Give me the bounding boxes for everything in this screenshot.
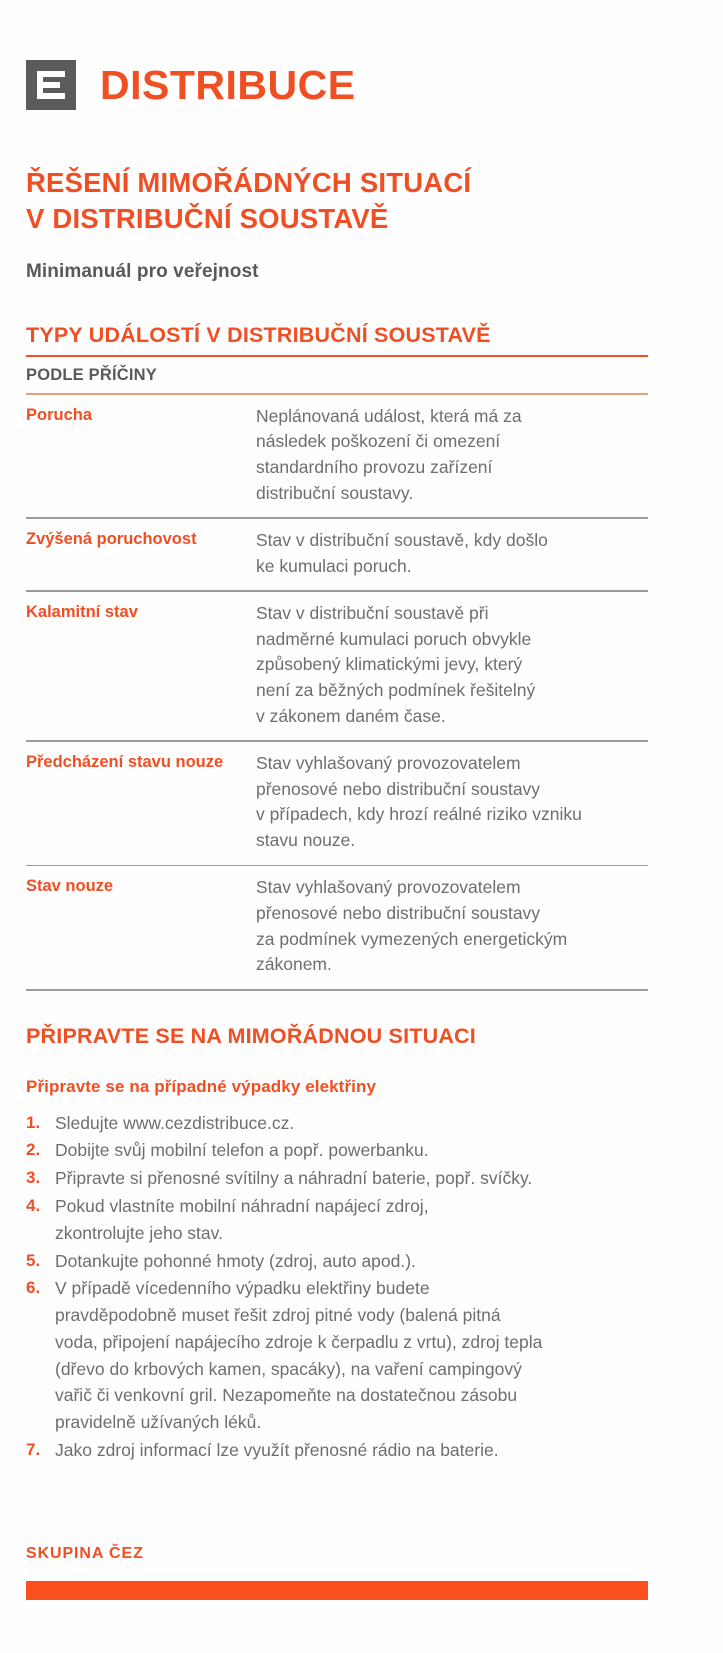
definition-line: Stav v distribuční soustavě při [256, 602, 489, 623]
prepare-steps-list [26, 1110, 648, 1464]
definition-line: ke kumulaci poruch. [256, 555, 412, 576]
page-subtitle: Minimanuál pro veřejnost [26, 261, 259, 283]
step-number: 5. [26, 1250, 41, 1270]
prepare-subheading: Připravte se na případné výpadky elektřiny [26, 1076, 377, 1096]
term-porucha: Porucha [26, 405, 93, 424]
term-line: poruchovost [96, 529, 197, 548]
step-text [55, 1437, 648, 1464]
term-line: Zvýšená [26, 529, 93, 548]
definition-line: stavu nouze. [256, 830, 356, 851]
definition-line: nadměrné kumulaci poruch obvykle [256, 628, 532, 649]
page-title [26, 165, 648, 237]
event-types-table [26, 395, 648, 991]
list-item [26, 1110, 648, 1137]
definition-line: v zákonem daném čase. [256, 705, 446, 726]
footer-accent-bar [26, 1581, 648, 1600]
step-text [55, 1137, 648, 1164]
page-title-line-1: ŘEŠENÍ MIMOŘÁDNÝCH SITUACÍ [26, 167, 472, 198]
step-text [55, 1275, 648, 1436]
events-table-subhead: PODLE PŘÍČINY [26, 366, 157, 385]
document-body [26, 0, 648, 1465]
definition-line: Stav vyhlašovaný provozovatelem [256, 752, 521, 773]
step-number: 2. [26, 1140, 41, 1160]
definition-line: přenosové nebo distribuční soustavy [256, 778, 541, 799]
definition-line: standardního provozu zařízení [256, 456, 493, 477]
definition-zvysena-poruchovost [256, 528, 648, 579]
term-line: stavu nouze [127, 752, 224, 771]
step-number: 4. [26, 1195, 41, 1215]
step-number: 1. [26, 1112, 41, 1132]
brand-wordmark: DISTRIBUCE [100, 61, 356, 108]
events-section-heading: TYPY UDÁLOSTÍ V DISTRIBUČNÍ SOUSTAVĚ [26, 323, 491, 348]
step-line: voda, připojení napájecího zdroje k čerpadlu z vrtu), zdroj tepla [55, 1331, 543, 1352]
definition-line: Neplánovaná událost, která má za [256, 405, 522, 426]
definition-stav-nouze [256, 875, 648, 978]
definition-line: zákonem. [256, 954, 332, 975]
definition-line: distribuční soustavy. [256, 482, 414, 503]
table-row [26, 592, 648, 741]
list-item [26, 1275, 648, 1436]
definition-kalamitni-stav [256, 601, 648, 730]
list-item [26, 1193, 648, 1247]
term-line: Předcházení [26, 752, 124, 771]
step-line: Sledujte www.cezdistribuce.cz. [55, 1112, 295, 1133]
term-kalamitni-stav: Kalamitní stav [26, 602, 138, 621]
step-number: 6. [26, 1278, 41, 1298]
prepare-section-heading: PŘIPRAVTE SE NA MIMOŘÁDNOU SITUACI [26, 1023, 476, 1048]
definition-line: není za běžných podmínek řešitelný [256, 680, 536, 700]
step-text [55, 1193, 648, 1247]
definition-predchazeni-stavu-nouze [256, 751, 648, 854]
step-line: Připravte si přenosné svítilny a náhradní baterie, popř. svíčky. [55, 1168, 533, 1189]
cez-logo-icon [26, 60, 76, 110]
definition-line: Stav vyhlašovaný provozovatelem [256, 877, 521, 898]
list-item [26, 1437, 648, 1464]
step-line: Pokud vlastníte mobilní náhradní napájecí zdroj, [55, 1195, 429, 1216]
definition-porucha [256, 404, 648, 507]
table-row [26, 519, 648, 590]
page-title-line-2: V DISTRIBUČNÍ SOUSTAVĚ [26, 203, 389, 235]
brand-header [26, 0, 648, 112]
step-line: (dřevo do krbových kamen, spacáky), na vaření campingový [55, 1358, 522, 1379]
definition-line: v případech, kdy hrozí reálné riziko vzniku [256, 804, 582, 825]
table-row [26, 395, 648, 518]
step-text [55, 1248, 648, 1275]
footer-group-label: SKUPINA ČEZ [26, 1545, 144, 1562]
step-line: zkontrolujte jeho stav. [55, 1222, 223, 1243]
step-line: vařič či venkovní gril. Nezapomeňte na dostatečnou zásobu [55, 1385, 518, 1406]
step-text [55, 1165, 648, 1192]
step-text [55, 1110, 648, 1137]
step-number: 7. [26, 1439, 41, 1459]
definition-line: za podmínek vymezených energetickým [256, 928, 568, 949]
list-item [26, 1165, 648, 1192]
list-item [26, 1248, 648, 1275]
list-item [26, 1137, 648, 1164]
page-footer [26, 1545, 648, 1600]
term-stav-nouze: Stav nouze [26, 877, 114, 896]
step-line: pravidelně užívaných léků. [55, 1412, 262, 1433]
definition-line: způsobený klimatickými jevy, který [256, 654, 523, 675]
table-bottom-rule [26, 989, 648, 991]
term-zvysena-poruchovost [26, 528, 256, 579]
table-row [26, 866, 648, 989]
definition-line: přenosové nebo distribuční soustavy [256, 903, 541, 924]
definition-line: následek poškození či omezení [256, 431, 501, 452]
step-number: 3. [26, 1168, 41, 1188]
step-line: pravděpodobně muset řešit zdroj pitné vody (balená pitná [55, 1305, 501, 1326]
step-line: V případě vícedenního výpadku elektřiny budete [55, 1278, 430, 1299]
step-line: Dotankujte pohonné hmoty (zdroj, auto apod.). [55, 1250, 416, 1271]
step-line: Dobijte svůj mobilní telefon a popř. powerbanku. [55, 1140, 429, 1161]
step-line: Jako zdroj informací lze využít přenosné rádio na baterie. [55, 1439, 499, 1460]
definition-line: Stav v distribuční soustavě, kdy došlo [256, 529, 548, 550]
table-row [26, 742, 648, 865]
term-predchazeni-stavu-nouze [26, 751, 256, 854]
